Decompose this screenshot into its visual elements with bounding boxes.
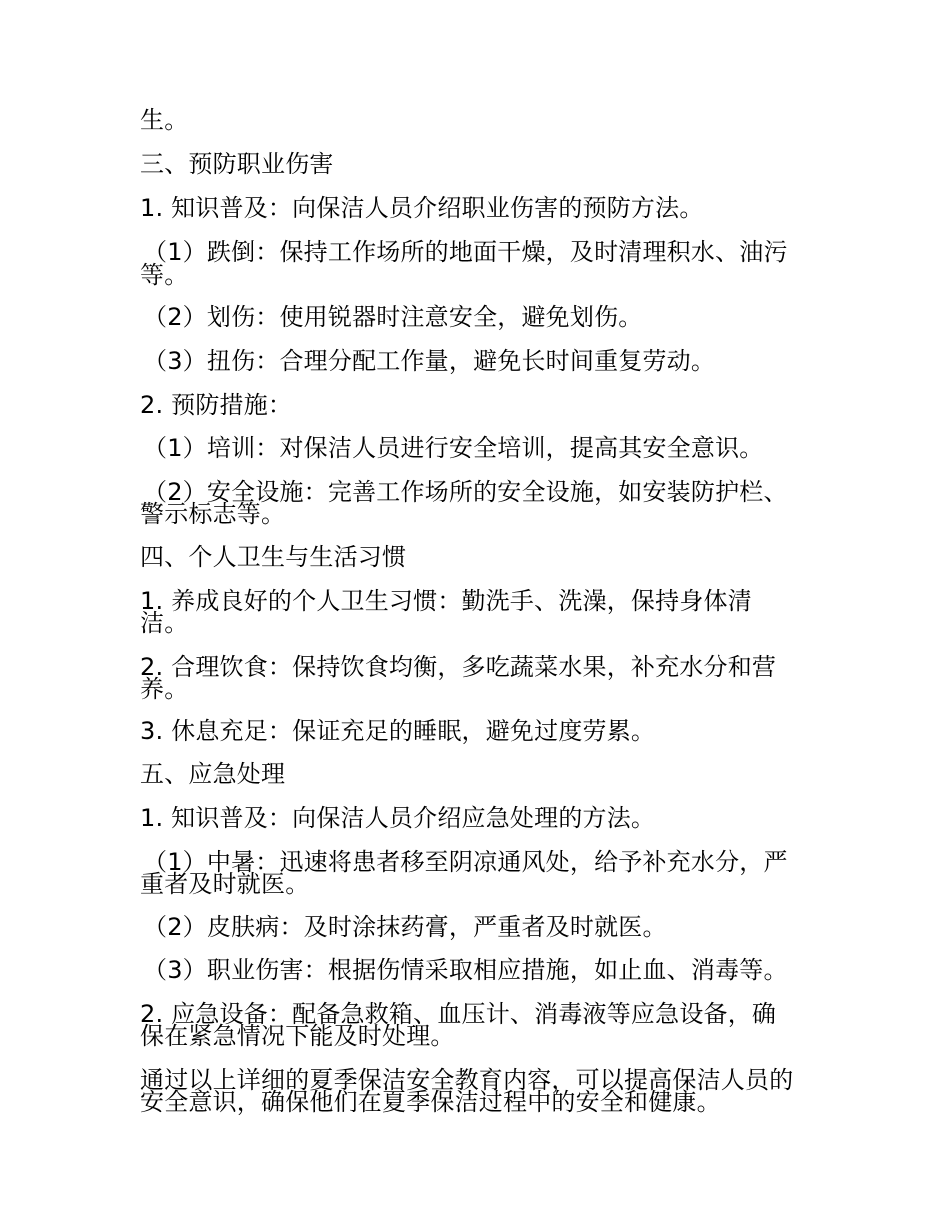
text-line: 2. 合理饮食：保持饮食均衡，多吃蔬菜水果，补充水分和营 (140, 653, 777, 681)
text-line: （3）扭伤：合理分配工作量，避免长时间重复劳动。 (143, 347, 716, 375)
text-line: （2）安全设施：完善工作场所的安全设施，如安装防护栏、 (143, 478, 788, 506)
text-line: 安全意识，确保他们在夏季保洁过程中的安全和健康。 (140, 1088, 721, 1116)
text-line: 警示标志等。 (140, 500, 286, 528)
text-line: 3. 休息充足：保证充足的睡眠，避免过度劳累。 (140, 717, 656, 745)
text-line: （1）培训：对保洁人员进行安全培训，提高其安全意识。 (143, 434, 764, 462)
section-heading: 三、预防职业伤害 (140, 150, 334, 178)
text-line: （3）职业伤害：根据伤情采取相应措施，如止血、消毒等。 (143, 956, 788, 984)
text-line: 通过以上详细的夏季保洁安全教育内容，可以提高保洁人员的 (140, 1066, 794, 1094)
text-line: 保在紧急情况下能及时处理。 (140, 1022, 455, 1050)
text-line: 生。 (140, 106, 189, 134)
text-line: 洁。 (140, 609, 189, 637)
text-line: （1）跌倒：保持工作场所的地面干燥，及时清理积水、油污 (143, 238, 788, 266)
text-line: 等。 (140, 261, 189, 289)
text-line: 2. 预防措施： (140, 391, 293, 419)
text-line: （2）划伤：使用锐器时注意安全，避免划伤。 (143, 303, 643, 331)
text-line: （1）中暑：迅速将患者移至阴凉通风处，给予补充水分，严 (143, 848, 788, 876)
text-line: 养。 (140, 675, 189, 703)
text-line: （2）皮肤病：及时涂抹药膏，严重者及时就医。 (143, 913, 667, 941)
section-heading: 五、应急处理 (140, 760, 286, 788)
text-line: 重者及时就医。 (140, 870, 310, 898)
section-heading: 四、个人卫生与生活习惯 (140, 543, 407, 571)
text-line: 1. 养成良好的个人卫生习惯：勤洗手、洗澡，保持身体清 (140, 587, 752, 615)
text-line: 2. 应急设备：配备急救箱、血压计、消毒液等应急设备，确 (140, 1000, 777, 1028)
text-line: 1. 知识普及：向保洁人员介绍应急处理的方法。 (140, 804, 656, 832)
text-line: 1. 知识普及：向保洁人员介绍职业伤害的预防方法。 (140, 194, 704, 222)
